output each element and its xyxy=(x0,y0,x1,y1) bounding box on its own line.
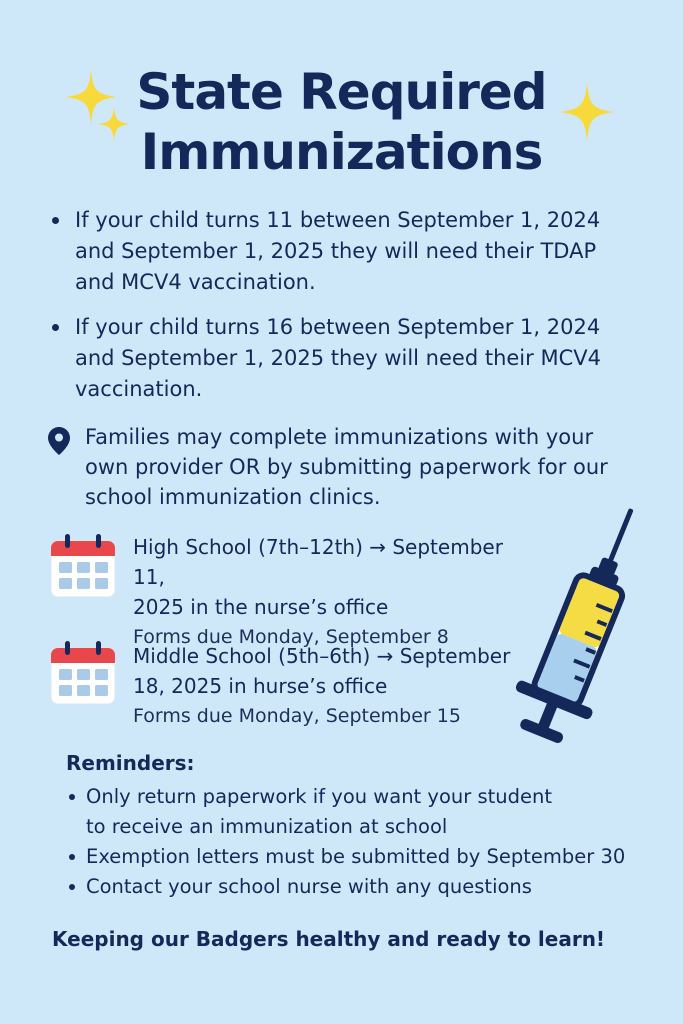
clinic-location-line: 2025 in the nurse’s office xyxy=(133,595,389,619)
requirement-text: If your child turns 16 between September 1, 2024 and September 1, 2025 they will need their MCV4 vaccination. xyxy=(75,315,601,401)
location-pin-icon xyxy=(48,427,70,455)
forms-due: Forms due Monday, September 15 xyxy=(133,705,461,727)
families-note xyxy=(48,422,628,512)
families-note-text: Families may complete immunizations with your own provider OR by submitting paperwork for our school immunization clinics. xyxy=(85,425,608,509)
clinic-middle-school xyxy=(50,641,530,731)
clinic-date-line: Middle School (5th–6th) → September xyxy=(133,644,511,668)
clinic-high-school xyxy=(50,532,530,652)
page-title xyxy=(0,62,683,182)
tagline: Keeping our Badgers healthy and ready to learn! xyxy=(52,927,606,951)
bullet-dot xyxy=(52,324,59,331)
list-item: Contact your school nurse with any questions xyxy=(66,872,656,902)
reminders-heading: Reminders: xyxy=(66,751,195,775)
bullet-dot xyxy=(52,217,59,224)
list-item: Exemption letters must be submitted by September 30 xyxy=(66,842,656,872)
calendar-icon xyxy=(50,534,116,598)
requirement-item xyxy=(52,205,632,298)
reminders-section xyxy=(66,748,656,902)
list-item: Only return paperwork if you want your student to receive an immunization at school xyxy=(66,782,566,842)
clinic-location-line: 18, 2025 in hurse’s office xyxy=(133,674,388,698)
requirement-item xyxy=(52,312,632,405)
requirement-text: If your child turns 11 between September 1, 2024 and September 1, 2025 they will need their TDAP and MCV4 vaccination. xyxy=(75,208,601,294)
title-line-1: State Required xyxy=(136,63,547,121)
syringe-icon xyxy=(500,500,640,750)
title-line-2: Immunizations xyxy=(140,123,543,181)
clinic-date-line: High School (7th–12th) → September 11, xyxy=(133,535,503,589)
reminders-list xyxy=(66,782,656,902)
calendar-icon xyxy=(50,641,116,705)
forms-due: Forms due Monday, September 8 xyxy=(133,626,449,648)
